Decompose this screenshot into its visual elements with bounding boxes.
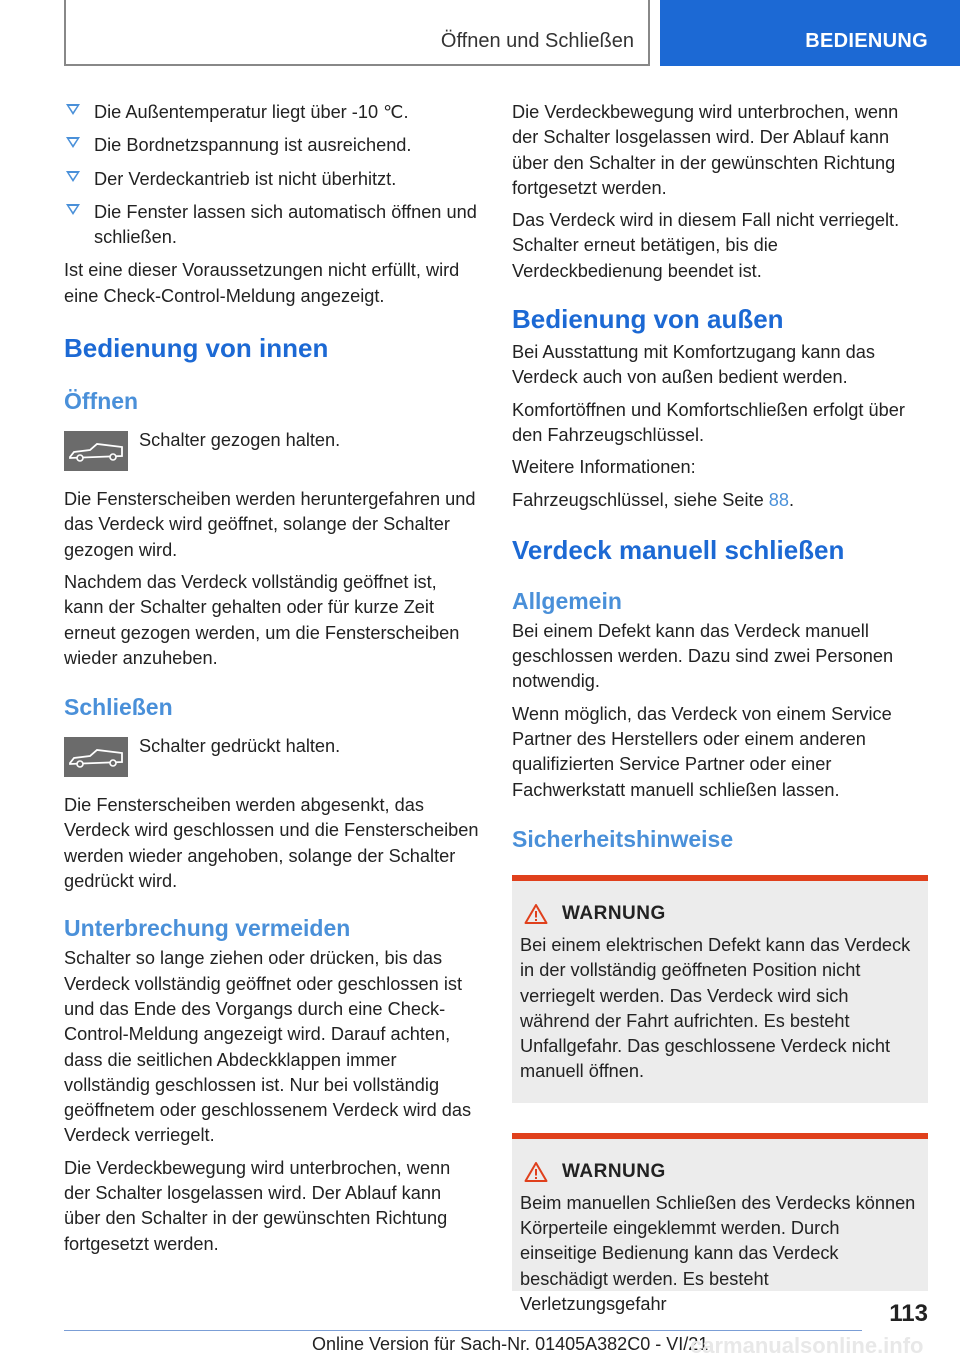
footer-divider [64,1330,862,1331]
section-label: BEDIENUNG [805,30,928,52]
list-item: Die Bordnetzspannung ist ausreichend. [64,133,479,158]
heading-open: Öffnen [64,388,139,415]
heading-safety-notes: Sicherheitshinweise [512,825,734,852]
cross-reference: Fahrzeugschlüssel, siehe Seite 88. [512,489,795,510]
page-number: 113 [889,1300,928,1327]
warning-triangle-icon [524,903,548,925]
paragraph: Die Fensterscheiben werden heruntergefahren und das Verdeck wird geöffnet, solange der Schalter gezogen wird. [64,489,476,560]
warning-title: WARNUNG [562,1160,666,1182]
paragraph: Bei Ausstattung mit Komfortzugang kann das Verdeck auch von außen bedient werden. [512,342,875,388]
paragraph: Schalter so lange ziehen oder drücken, bis das Verdeck vollständig geöffnet oder geschlossen ist und das Ende des Vorgangs durch eine Check-Control-Meldung angezeigt wird. Darauf achten, dass die seitlichen Abdeckklappen immer vollständig geschlossen ist. Nur bei vollständig geöffnetem oder geschlossenem Verdeck wird das Verdeck verriegelt. [64,948,472,1146]
heading-avoid-interruption: Unterbrechung vermeiden [64,915,351,942]
paragraph: Nachdem das Verdeck vollständig geöffnet ist, kann der Schalter gehalten oder für kurze Zeit erneut gezogen werden, um die Fensterscheiben wieder anzuheben. [64,571,460,668]
triangle-bullet-icon [66,171,80,182]
paragraph: Weitere Informationen: [512,457,696,478]
list-item: Der Verdeckantrieb ist nicht überhitzt. [64,167,479,192]
triangle-bullet-icon [66,104,80,115]
warning-box [512,875,928,1103]
heading-inside-operation: Bedienung von innen [64,333,329,364]
warning-text: Beim manuellen Schließen des Verdecks können Körperteile eingeklemmt werden. Durch einseitige Bedienung kann das Verdeck beschädigt werden. Es besteht Verletzungsgefahr [520,1192,916,1314]
warning-title: WARNUNG [562,902,666,924]
warning-header [520,903,920,925]
page-link[interactable]: 88 [768,489,790,510]
warning-triangle-icon [524,1161,548,1183]
section-tab [660,0,960,66]
chapter-title: Öffnen und Schließen [440,30,634,52]
paragraph: Komfortöffnen und Komfortschließen erfolgt über den Fahrzeugschlüssel. [512,399,905,445]
heading-general: Allgemein [512,587,622,614]
close-switch-text: Schalter gedrückt halten. [139,736,341,757]
paragraph: Bei einem Defekt kann das Verdeck manuell geschlossen werden. Dazu sind zwei Personen notwendig. [512,620,894,692]
open-switch-text: Schalter gezogen halten. [139,430,341,451]
warning-text: Bei einem elektrischen Defekt kann das Verdeck in der vollständig geöffneten Position nicht verriegelt werden. Das Verdeck wird sich während der Fahrt aufrichten. Es besteht Unfallgefahr. Das geschlossene Verdeck nicht manuell öffnen. [520,934,911,1082]
list-item: Die Fenster lassen sich automatisch öffnen und schließen. [64,200,479,251]
convertible-switch-icon [64,737,128,777]
footer-version: Online Version für Sach-Nr. 01405A382C0 - VI/21 [312,1334,709,1354]
header-frame [64,0,650,66]
condition-list [64,100,479,250]
heading-manual-close: Verdeck manuell schließen [512,534,845,565]
paragraph: Wenn möglich, das Verdeck von einem Service Partner des Herstellers oder einem anderen qualifizierten Service Partner oder einer Fachwerkstatt manuell schließen lassen. [512,703,892,800]
convertible-switch-icon [64,431,128,471]
paragraph: Die Verdeckbewegung wird unterbrochen, wenn der Schalter losgelassen wird. Der Ablauf kann über den Schalter in der gewünschten Richtung fortgesetzt werden. [512,102,899,198]
paragraph: Ist eine dieser Voraussetzungen nicht erfüllt, wird eine Check-Control-Meldung angezeigt. [64,260,460,306]
triangle-bullet-icon [66,137,80,148]
close-switch-row [64,737,479,777]
paragraph: Die Fensterscheiben werden abgesenkt, das Verdeck wird geschlossen und die Fensterscheiben werden wieder angehoben, solange der Schalter gedrückt wird. [64,795,479,892]
list-item: Die Außentemperatur liegt über -10 ℃. [64,100,479,125]
left-column [64,100,479,1264]
triangle-bullet-icon [66,204,80,215]
paragraph: Die Verdeckbewegung wird unterbrochen, wenn der Schalter losgelassen wird. Der Ablauf kann über den Schalter in der gewünschten Richtung fortgesetzt werden. [64,1157,451,1254]
paragraph: Das Verdeck wird in diesem Fall nicht verriegelt. Schalter erneut betätigen, bis die Verdeckbedienung beendet ist. [512,210,900,281]
open-switch-row [64,431,479,471]
warning-header [520,1161,920,1183]
heading-close: Schließen [64,694,173,721]
watermark: carmanualsonline.info [690,1333,924,1358]
heading-outside-operation: Bedienung von außen [512,304,784,335]
